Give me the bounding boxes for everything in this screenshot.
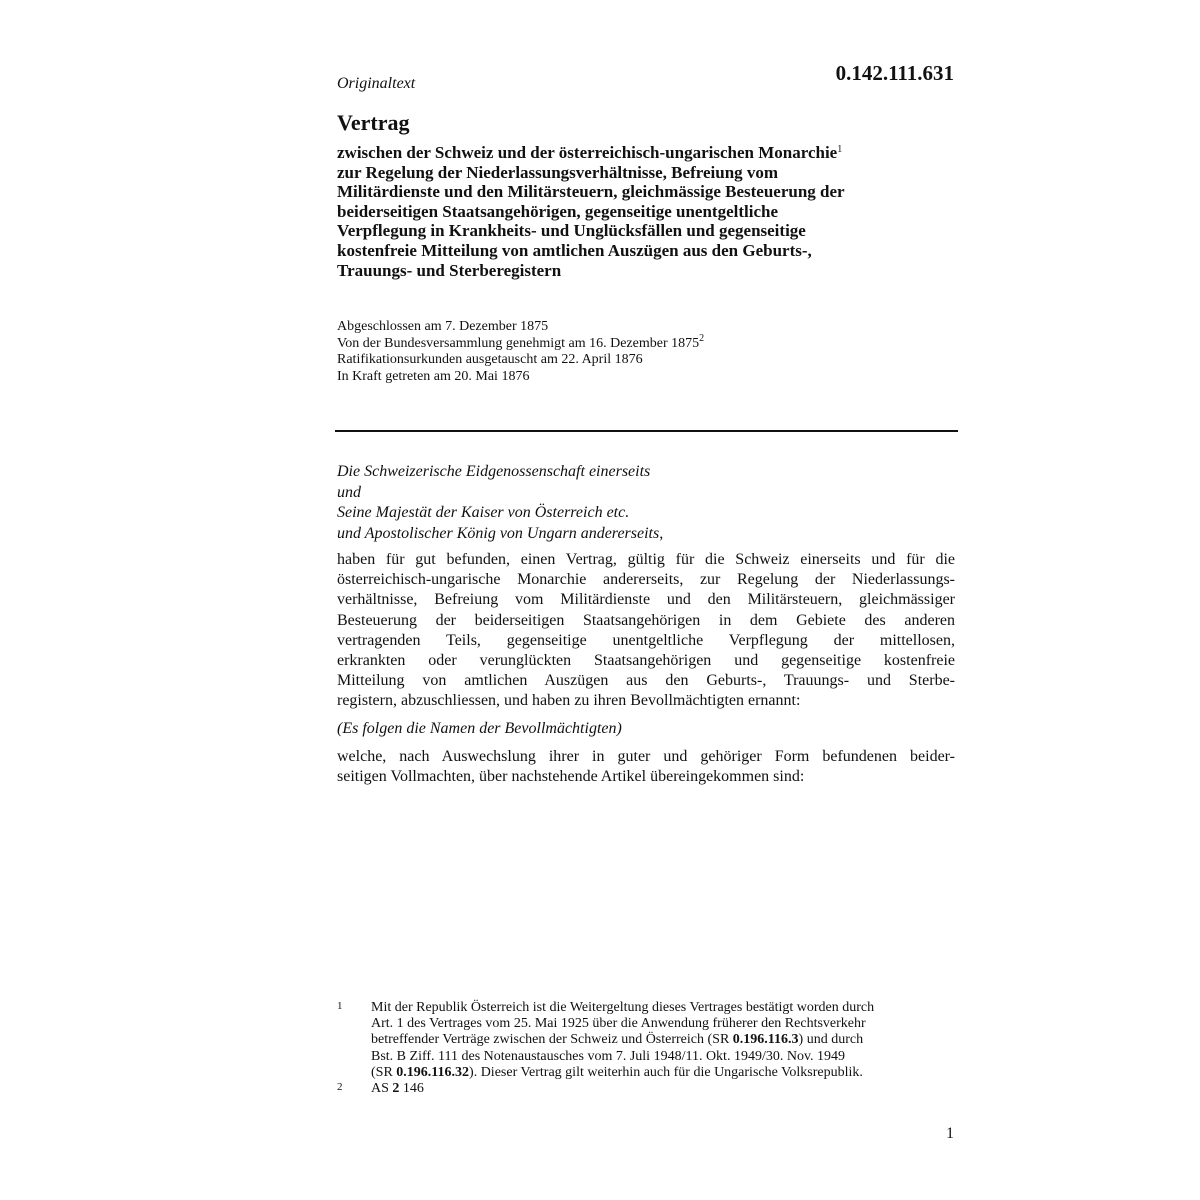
preamble-line: Die Schweizerische Eidgenossenschaft einerseits [337, 463, 651, 480]
footnote-ref-1[interactable]: 1 [837, 144, 843, 155]
subtitle-line: zur Regelung der Niederlassungsverhältnisse, Befreiung vom [337, 162, 779, 182]
preamble-line: und Apostolischer König von Ungarn andererseits, [337, 524, 664, 542]
preamble-line: und [337, 483, 361, 501]
paragraph-line: erkrankten oder verunglückten Staatsangehörigen und gegenseitige kostenfreie [337, 652, 955, 670]
as-volume: 2 [392, 1081, 400, 1097]
body-paragraph-1 [337, 550, 955, 712]
preamble-line: Seine Majestät der Kaiser von Österreich etc. [337, 504, 630, 521]
paragraph-line: haben für gut befunden, einen Vertrag, gültig für die Schweiz einerseits und für die [337, 551, 955, 568]
treaty-dates [337, 319, 704, 385]
horizontal-rule [335, 430, 958, 432]
footnote-number: 2 [337, 1081, 343, 1094]
subtitle-line: zwischen der Schweiz und der österreichisch-ungarischen Monarchie$^1$ [337, 143, 843, 162]
ratified-date: Ratifikationsurkunden ausgetauscht am 22. April 1876 [337, 352, 643, 367]
document-title: Vertrag [337, 110, 410, 135]
sr-reference[interactable]: 0.196.116.3 [732, 1032, 799, 1048]
footnote-ref-2[interactable]: 2 [699, 332, 705, 344]
sr-reference[interactable]: 0.196.116.32 [396, 1064, 470, 1080]
subtitle-line: Trauungs- und Sterberegistern [337, 260, 562, 280]
footnotes [337, 1000, 957, 1097]
subtitle-line: Militärdienste und den Militärsteuern, gleichmässige Besteuerung der [337, 182, 845, 202]
plenipotentiaries-note: (Es folgen die Namen der Bevollmächtigten) [337, 720, 622, 737]
paragraph-line: verhältnisse, Befreiung vom Militärdienste und den Militärsteuern, gleichmässiger [337, 591, 955, 609]
approved-date: Von der Bundesversammlung genehmigt am 16. Dezember 1875$^2$ [337, 332, 705, 351]
subtitle-line: beiderseitigen Staatsangehörigen, gegenseitige unentgeltliche [337, 201, 779, 221]
originaltext-label: Originaltext [337, 75, 416, 92]
document-subtitle [337, 143, 957, 280]
page-number: 1 [946, 1125, 954, 1142]
footnote-line: Mit der Republik Österreich ist die Weitergeltung dieses Vertrages bestätigt worden durch [371, 1000, 875, 1015]
paragraph-line: welche, nach Auswechslung ihrer in guter und gehöriger Form befundenen beider- [337, 748, 955, 765]
subtitle-line: kostenfreie Mitteilung von amtlichen Auszügen aus den Geburts-, [337, 240, 812, 260]
in-force-date: In Kraft getreten am 20. Mai 1876 [337, 368, 530, 384]
footnote-line: betreffender Verträge zwischen der Schweiz und Österreich (SR 0.196.116.3) und durch [371, 1032, 864, 1048]
preamble [337, 462, 663, 544]
paragraph-line: vertragenden Teils, gegenseitige unentgeltliche Verpflegung der mittellosen, [337, 631, 955, 649]
footnote-number: 1 [337, 1000, 343, 1012]
paragraph-line: Besteuerung der beiderseitigen Staatsangehörigen in dem Gebiete des anderen [337, 611, 955, 629]
paragraph-line: seitigen Vollmachten, über nachstehende Artikel übereingekommen sind: [337, 768, 805, 786]
footnote-line: (SR 0.196.116.32). Dieser Vertrag gilt weiterhin auch für die Ungarische Volksrepublik. [371, 1064, 863, 1080]
footnote-line: AS 2 146 [371, 1081, 424, 1097]
subtitle-line: Verpflegung in Krankheits- und Unglücksfällen und gegenseitige [337, 221, 806, 241]
concluded-date: Abgeschlossen am 7. Dezember 1875 [337, 319, 549, 334]
paragraph-line: Mitteilung von amtlichen Auszügen aus den Geburts-, Trauungs- und Sterbe- [337, 672, 955, 690]
footnote-1 [337, 1000, 957, 1081]
sr-number: 0.142.111.631 [835, 61, 954, 85]
body-paragraph-2 [337, 747, 955, 787]
footnote-line: Bst. B Ziff. 111 des Notenaustausches vom 7. Juli 1948/11. Okt. 1949/30. Nov. 1949 [371, 1048, 846, 1064]
paragraph-line: österreichisch-ungarische Monarchie andererseits, zur Regelung der Niederlassungs- [337, 571, 955, 589]
paragraph-line: registern, abzuschliessen, und haben zu ihren Bevollmächtigten ernannt: [337, 692, 801, 710]
footnote-2 [337, 1081, 957, 1097]
footnote-line: Art. 1 des Vertrages vom 25. Mai 1925 über die Anwendung früherer den Rechtsverkehr [371, 1016, 866, 1032]
